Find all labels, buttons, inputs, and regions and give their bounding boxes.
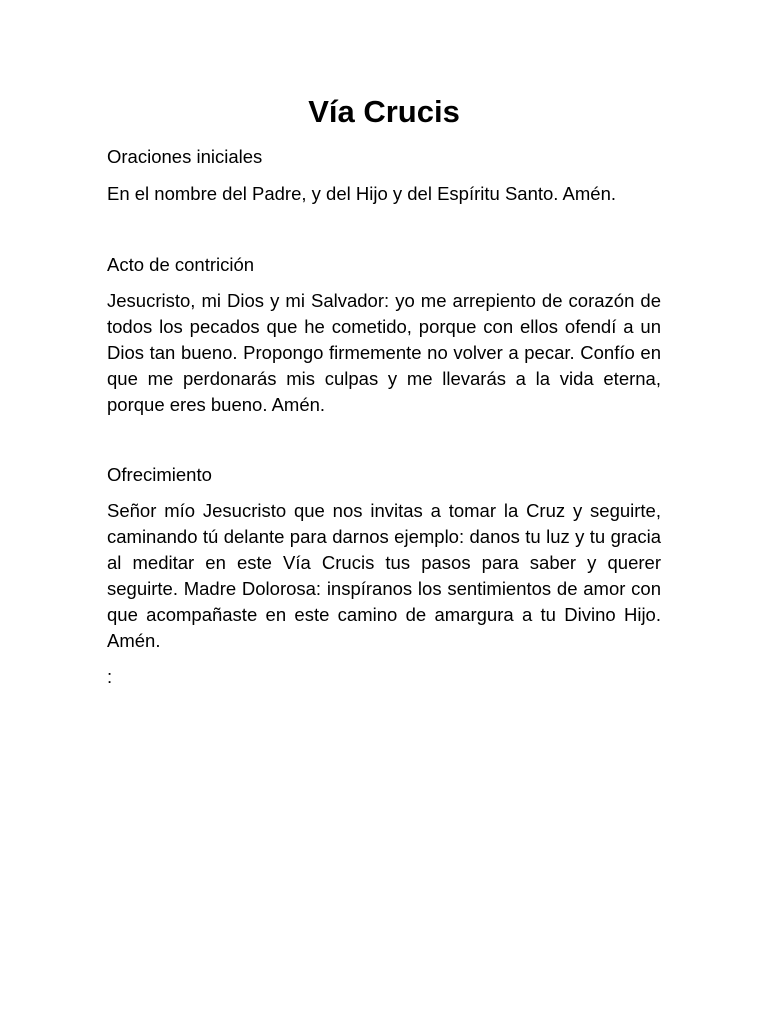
page-title: Vía Crucis <box>308 94 460 129</box>
section-heading-ofrecimiento: Ofrecimiento <box>107 464 212 485</box>
section-text-acto-de-contricion: Jesucristo, mi Dios y mi Salvador: yo me arrepiento de corazón de todos los pecados que he cometido, porque con ellos ofendí a un Dios tan bueno. Propongo firmemente no volver a pecar. Confío en que me perdonarás mis culpas y me llevarás a la vida eterna, porque eres bueno. Amén. <box>107 290 661 415</box>
trailing-text: : <box>107 666 113 687</box>
section-text-oraciones-iniciales: En el nombre del Padre, y del Hijo y del Espíritu Santo. Amén. <box>107 183 617 204</box>
section-heading-acto-de-contricion: Acto de contrición <box>107 254 255 275</box>
section-text-ofrecimiento: Señor mío Jesucristo que nos invitas a tomar la Cruz y seguirte, caminando tú delante para darnos ejemplo: danos tu luz y tu gracia al meditar en este Vía Crucis tus pasos para saber y querer seguirte. Madre Dolorosa: inspíranos los sentimientos de amor con que acompañaste en este camino de amargura a tu Divino Hijo. Amén. <box>107 500 661 651</box>
section-heading-oraciones-iniciales: Oraciones iniciales <box>107 146 263 167</box>
